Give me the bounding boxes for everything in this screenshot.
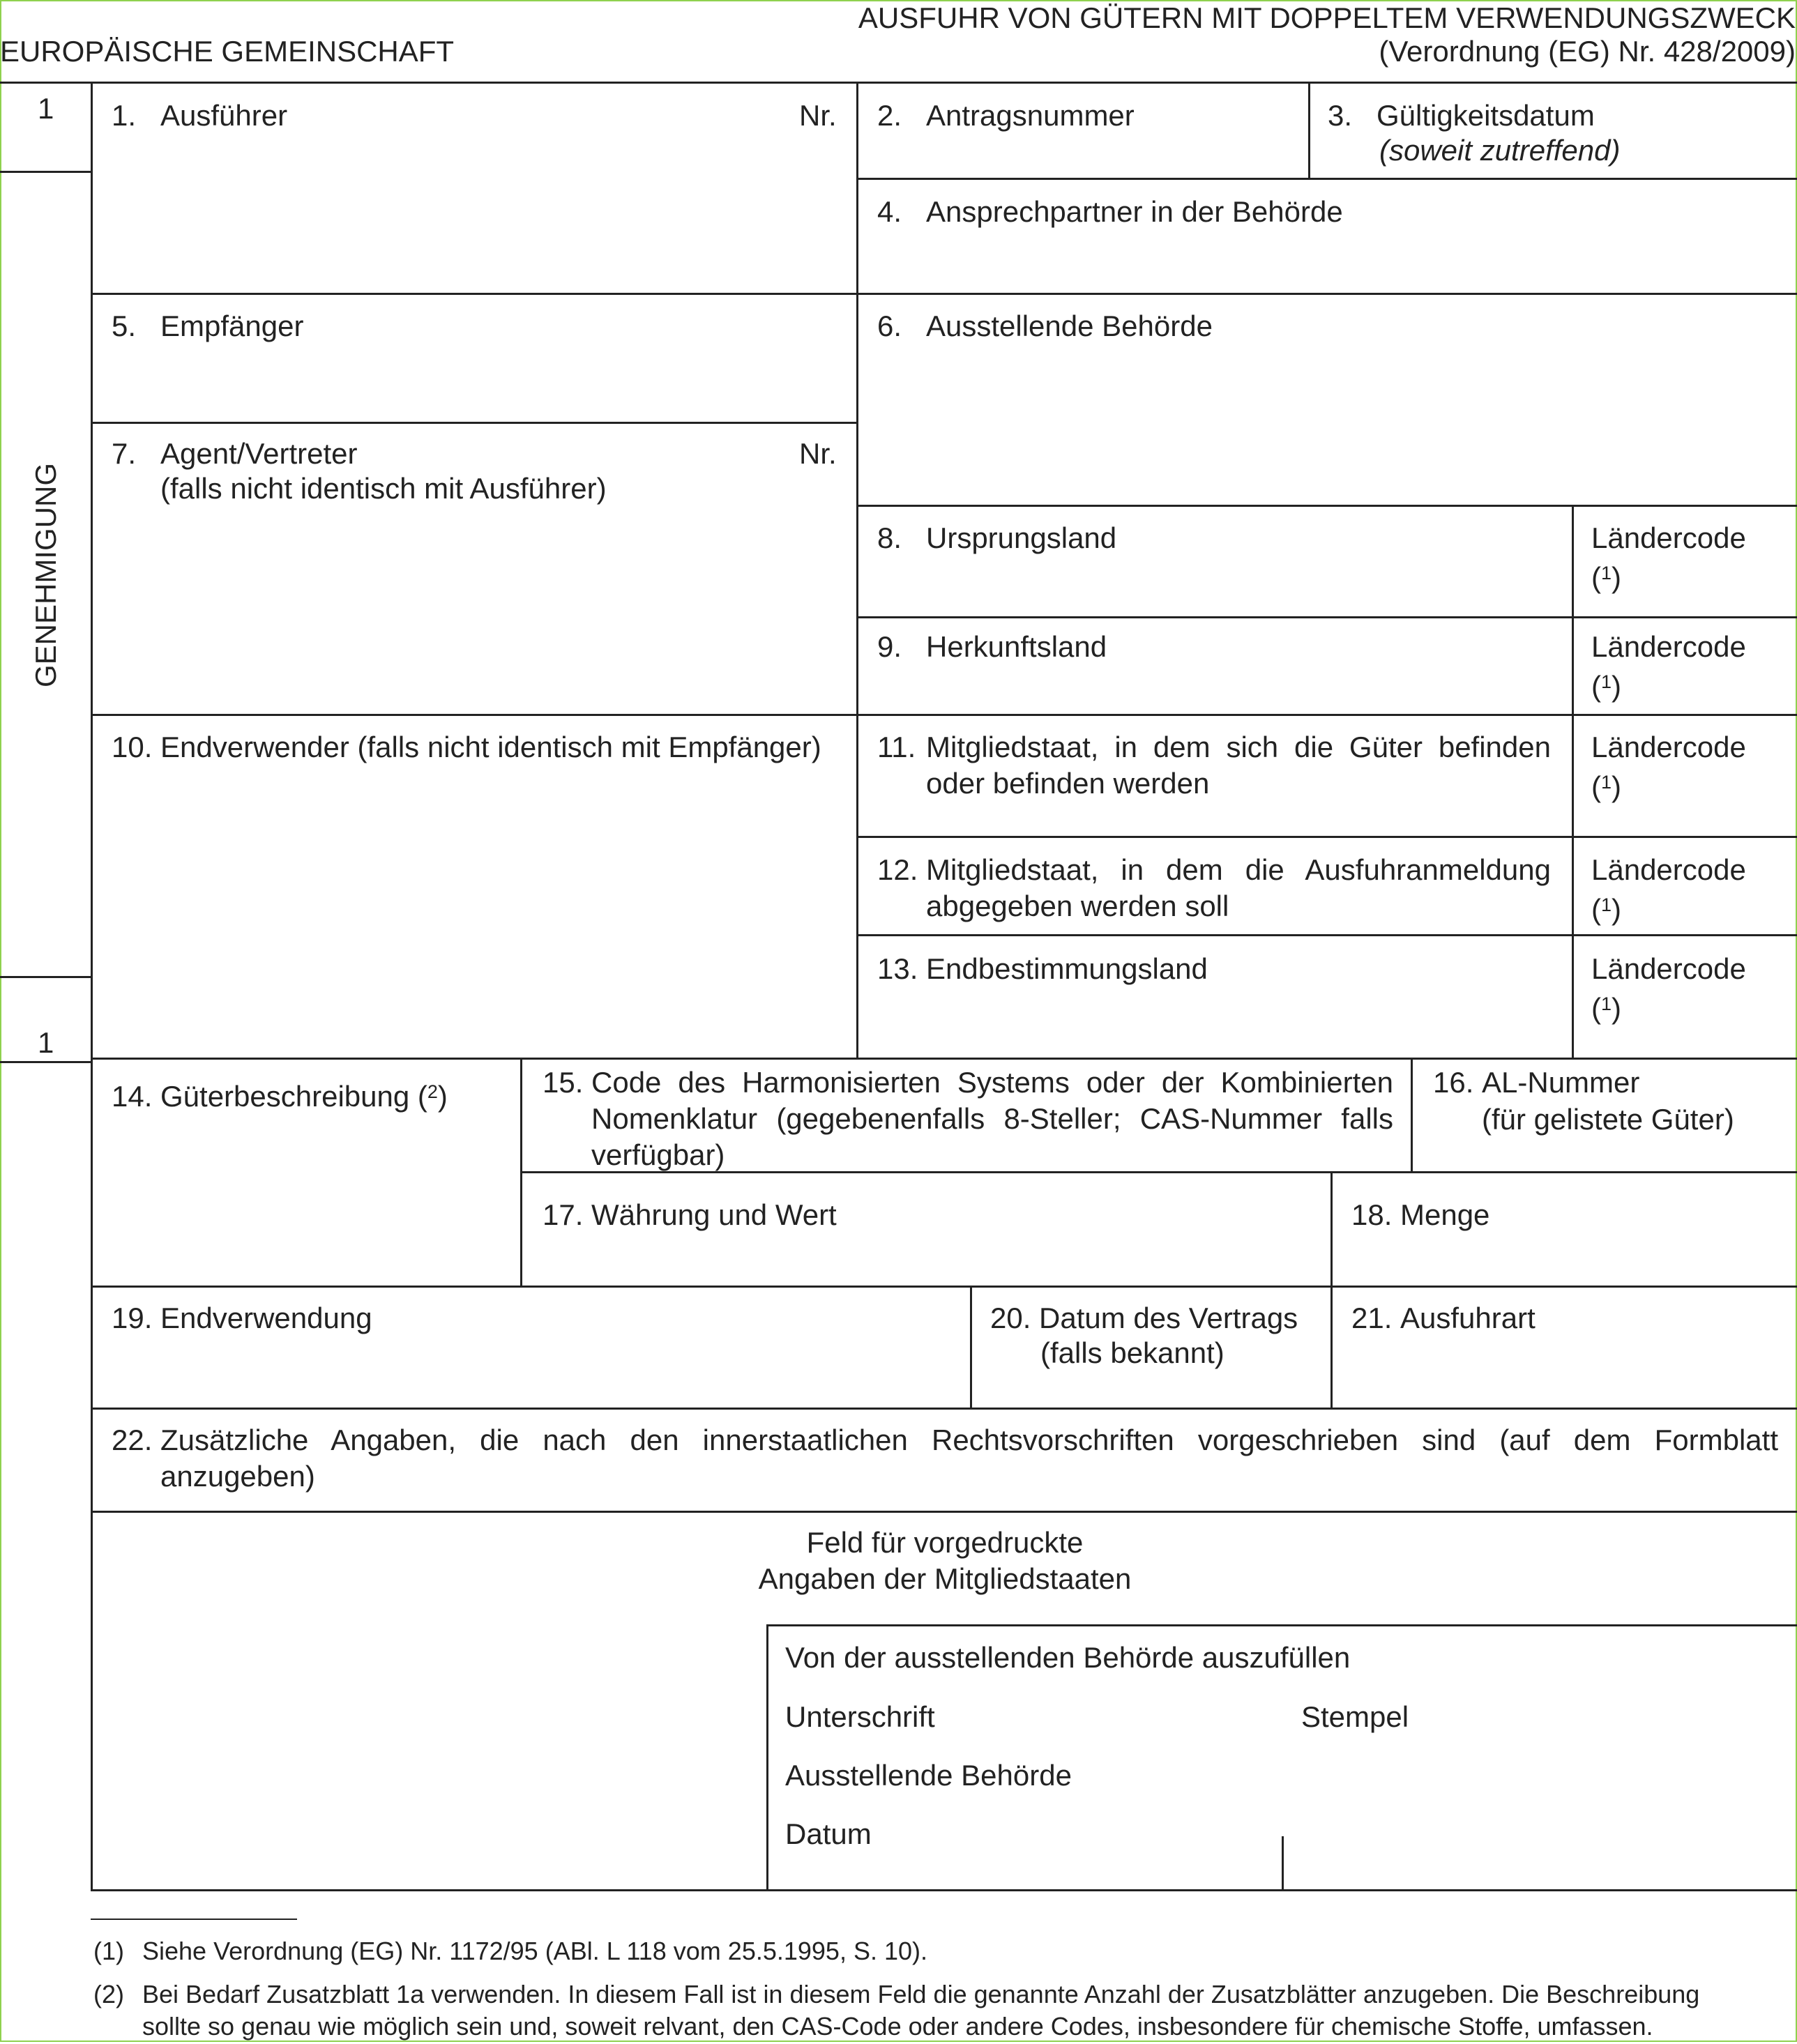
field-4-label: 4. Ansprechpartner in der Behörde: [877, 195, 1343, 228]
field-22-label: 22. Zusätzliche Angaben, die nach den innerstaatlichen Rechtsvorschriften vorgeschrieben sind (auf dem Formblatt anzugeben): [112, 1424, 1778, 1493]
field-8-label: 8. Ursprungsland: [877, 521, 1117, 554]
footnote-2-number: (2): [93, 1980, 124, 2008]
grid-h-f12: [856, 836, 1797, 838]
field-9-footnote-ref: ($^1$): [1591, 670, 1622, 703]
footnote-2-text-cont: sollte so genau wie möglich sein und, soweit relvant, den CAS-Code oder andere Codes, insbesondere für chemische Stoffe, umfassen.: [142, 2012, 1653, 2041]
field-2-label: 2. Antragsnummer: [877, 99, 1135, 132]
field-3-label: 3. Gültigkeitsdatum: [1328, 99, 1595, 132]
grid-v-middle: [856, 82, 858, 1059]
field-3-note: (soweit zutreffend): [1379, 134, 1621, 167]
grid-h-f22: [91, 1408, 1797, 1410]
field-14-label: 14. Güterbeschreibung ($^2$): [112, 1080, 448, 1113]
field-7-note: (falls nicht identisch mit Ausführer): [160, 472, 607, 505]
field-16-note: (für gelistete Güter): [1482, 1103, 1734, 1136]
footnote-1-text: Siehe Verordnung (EG) Nr. 1172/95 (ABl. L 118 vom 25.5.1995, S. 10).: [142, 1937, 928, 1965]
field-7-nr: Nr.: [799, 437, 837, 470]
field-20-note: (falls bekannt): [1040, 1336, 1224, 1369]
footnote-separator: [91, 1919, 297, 1920]
grid-v-stamp: [1282, 1836, 1284, 1891]
field-20-label: 20. Datum des Vertrags: [990, 1302, 1298, 1334]
side-label: GENEHMIGUNG: [29, 462, 62, 688]
field-12-label: 12. Mitgliedstaat, in dem die Ausfuhranmeldung abgegeben werden soll: [877, 853, 1551, 922]
grid-v-f15-f16: [1411, 1058, 1413, 1173]
grid-v-laendercode: [1572, 505, 1574, 1059]
field-16-label: 16. AL-Nummer: [1433, 1066, 1640, 1099]
grid-h-f13: [856, 934, 1797, 936]
date-label: Datum: [785, 1817, 872, 1850]
side-rule-base: [0, 1061, 91, 1063]
field-12-countrycode: Ländercode: [1591, 853, 1746, 886]
field-11-countrycode: Ländercode: [1591, 731, 1746, 763]
grid-h-f14: [91, 1058, 1797, 1060]
form-left-border: [91, 82, 93, 1891]
grid-v-f19-f20: [970, 1286, 972, 1410]
preprint-label-line1: Feld für vorgedruckte: [806, 1526, 1084, 1559]
regulation-reference: (Verordnung (EG) Nr. 428/2009): [1379, 35, 1796, 68]
field-13-countrycode: Ländercode: [1591, 952, 1746, 985]
signature-label: Unterschrift: [785, 1700, 935, 1733]
copy-number-bottom: 1: [38, 1026, 54, 1059]
field-6-label: 6. Ausstellende Behörde: [877, 310, 1213, 342]
field-7-label: 7. Agent/Vertreter: [112, 437, 358, 470]
top-rule: [0, 82, 1797, 84]
form-title: AUSFUHR VON GÜTERN MIT DOPPELTEM VERWENDUNGSZWECK: [858, 1, 1796, 34]
field-15-label: 15. Code des Harmonisierten Systems oder der Kombinierten Nomenklatur (gegebenenfalls 8-Steller; CAS-Nummer falls verfügbar): [543, 1066, 1393, 1171]
side-rule-top: [0, 171, 91, 173]
field-11-footnote-ref: ($^1$): [1591, 770, 1622, 803]
field-9-label: 9. Herkunftsland: [877, 630, 1107, 663]
footnote-1-number: (1): [93, 1937, 124, 1965]
grid-h-f9: [856, 616, 1797, 618]
copy-number-top: 1: [38, 92, 54, 125]
field-11-label: 11. Mitgliedstaat, in dem sich die Güter befinden oder befinden werden: [877, 731, 1551, 800]
field-18-label: 18. Menge: [1351, 1198, 1490, 1231]
grid-h-authority: [766, 1624, 1797, 1626]
field-1-label: 1. Ausführer: [112, 99, 288, 132]
side-rule-bottom: [0, 976, 91, 978]
issuing-authority-label: Ausstellende Behörde: [785, 1759, 1072, 1792]
preprint-label-line2: Angaben der Mitgliedstaaten: [758, 1562, 1132, 1595]
grid-v-f17-f18: [1330, 1171, 1333, 1410]
field-13-label: 13. Endbestimmungsland: [877, 952, 1208, 985]
field-1-nr: Nr.: [799, 99, 837, 132]
community-title: EUROPÄISCHE GEMEINSCHAFT: [0, 35, 455, 68]
field-19-label: 19. Endverwendung: [112, 1302, 372, 1334]
field-8-countrycode: Ländercode: [1591, 521, 1746, 554]
grid-v-f2-f3: [1308, 82, 1310, 179]
authority-title: Von der ausstellenden Behörde auszufüllen: [785, 1641, 1351, 1674]
footnote-2-text: Bei Bedarf Zusatzblatt 1a verwenden. In diesem Fall ist in diesem Feld die genannte Anzahl der Zusatzblätter anzugeben. Die Beschreibung: [142, 1980, 1700, 2008]
field-5-label: 5. Empfänger: [112, 310, 304, 342]
grid-h-preprint: [91, 1511, 1797, 1513]
grid-h-f5: [91, 293, 1797, 295]
grid-h-bottom: [91, 1889, 1797, 1891]
field-9-countrycode: Ländercode: [1591, 630, 1746, 663]
grid-h-f7: [91, 422, 858, 424]
field-8-footnote-ref: ($^1$): [1591, 561, 1622, 594]
grid-h-f10: [91, 714, 1797, 716]
field-12-footnote-ref: ($^1$): [1591, 893, 1622, 926]
grid-h-f8: [856, 505, 1797, 507]
grid-h-f4: [856, 178, 1797, 180]
stamp-label: Stempel: [1301, 1700, 1409, 1733]
field-17-label: 17. Währung und Wert: [543, 1198, 837, 1231]
grid-v-authority: [766, 1624, 768, 1891]
grid-h-f19: [91, 1286, 1797, 1288]
field-13-footnote-ref: ($^1$): [1591, 992, 1622, 1025]
field-21-label: 21. Ausfuhrart: [1351, 1302, 1536, 1334]
field-10-label: 10. Endverwender (falls nicht identisch mit Empfänger): [112, 731, 821, 763]
